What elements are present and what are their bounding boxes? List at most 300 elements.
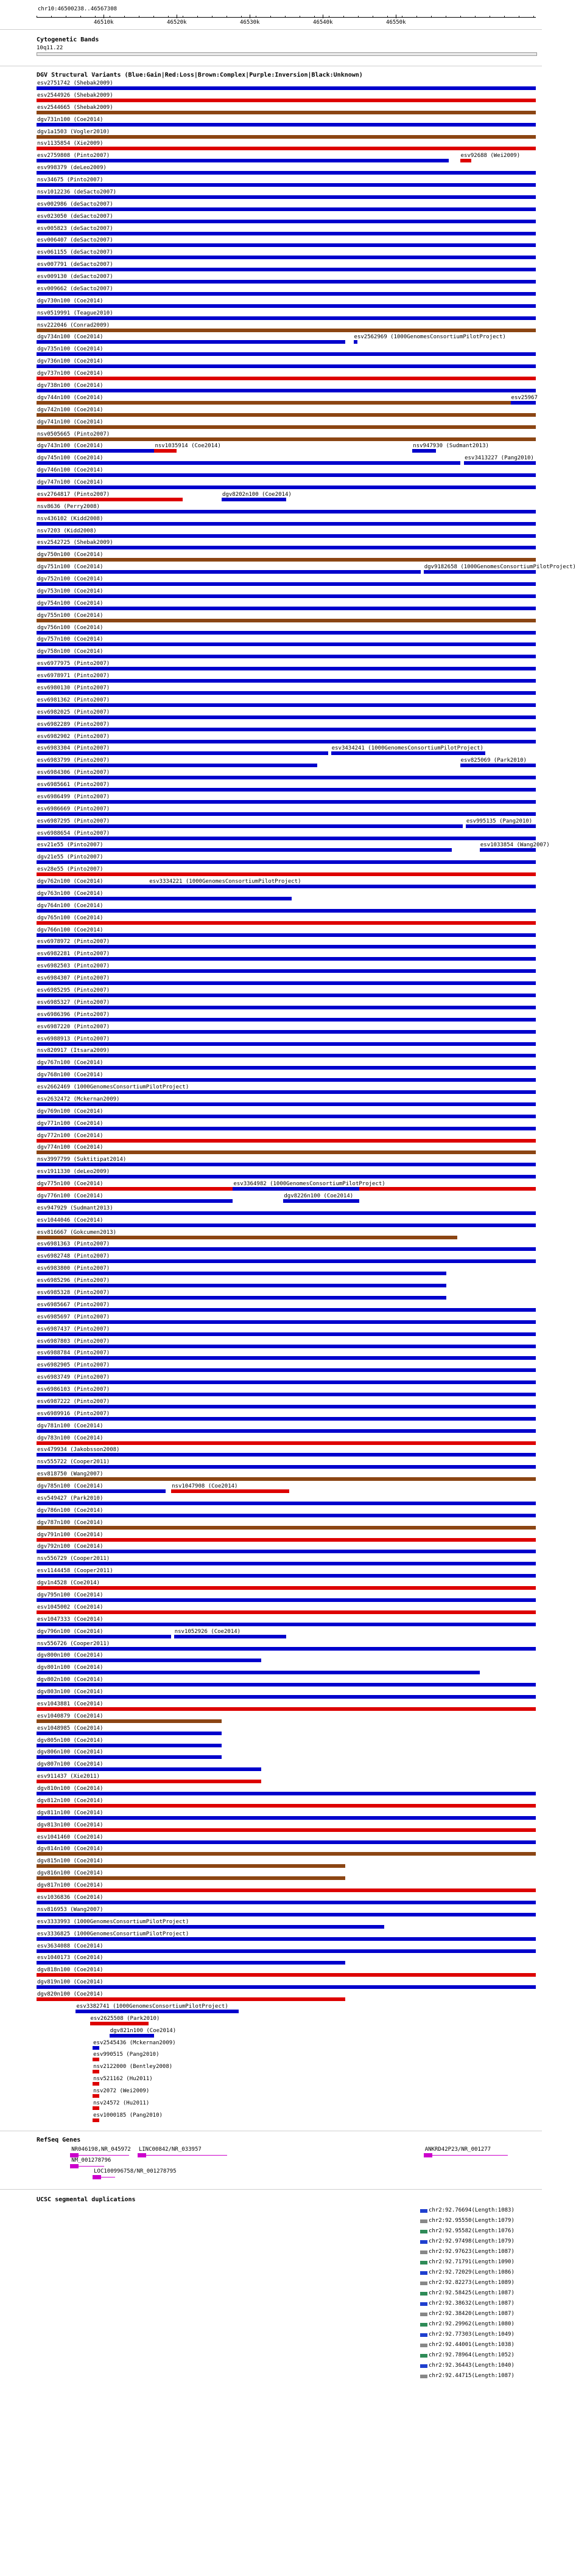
dgv-row-label: dgv736n100 (Coe2014)	[37, 358, 104, 365]
dgv-variant-bar	[37, 352, 536, 356]
dgv-row-label: dgv753n100 (Coe2014)	[37, 588, 104, 594]
segdup-bar	[420, 2230, 427, 2233]
dgv-variant-bar	[37, 316, 536, 320]
cytoband-separator	[0, 29, 542, 30]
dgv-variant-bar	[37, 510, 536, 513]
dgv-row-label: dgv806n100 (Coe2014)	[37, 1749, 104, 1756]
dgv-row-label: dgv738n100 (Coe2014)	[37, 383, 104, 389]
dgv-variant-bar	[37, 1828, 536, 1832]
dgv-row-label: nsv3997799 (Suktitipat2014)	[37, 1157, 127, 1163]
dgv-variant-bar	[37, 1453, 536, 1457]
dgv-variant-bar	[37, 1840, 536, 1844]
dgv-row-label: esv6986669 (Pinto2007)	[37, 806, 110, 812]
dgv-row-label: esv6982503 (Pinto2007)	[37, 963, 110, 970]
dgv-extra-bar	[283, 1199, 359, 1203]
dgv-variant-bar	[37, 679, 536, 683]
dgv-row-label: dgv1a1503 (Vogler2010)	[37, 128, 110, 135]
dgv-row-label: nsv8636 (Perry2008)	[37, 503, 100, 510]
ruler-minor-tick	[270, 16, 271, 17]
dgv-row-label: dgv768n100 (Coe2014)	[37, 1072, 104, 1079]
ruler-minor-tick	[95, 16, 96, 17]
segdup-label: chr2:92.38420(Length:1087)	[429, 2310, 515, 2317]
ruler-minor-tick	[124, 16, 125, 17]
dgv-variant-bar	[37, 1380, 536, 1384]
dgv-row-label: dgv744n100 (Coe2014)	[37, 394, 104, 401]
dgv-variant-bar	[37, 1042, 536, 1046]
dgv-row-label: esv2625508 (Park2010)	[90, 2015, 160, 2022]
dgv-row-label: esv1048985 (Coe2014)	[37, 1725, 104, 1732]
ruler-tick-label: 46520k	[167, 19, 187, 26]
dgv-row-label: dgv814n100 (Coe2014)	[37, 1846, 104, 1853]
dgv-row-label: esv1036836 (Coe2014)	[37, 1895, 104, 1901]
refseq-gene-exon	[93, 2175, 101, 2179]
dgv-variant-bar	[37, 631, 536, 635]
segdup-label: chr2:92.95582(Length:1076)	[429, 2227, 515, 2234]
dgv-variant-bar	[76, 2010, 238, 2013]
dgv-variant-bar	[37, 473, 536, 477]
ruler-minor-tick	[416, 16, 417, 17]
dgv-variant-bar	[37, 776, 536, 779]
dgv-row-label: esv6982902 (Pinto2007)	[37, 733, 110, 740]
dgv-row-label: dgv743n100 (Coe2014)	[37, 443, 104, 450]
refseq-gene-label: LOC100996758/NR_001278795	[94, 2168, 177, 2174]
dgv-variant-bar	[110, 2034, 155, 2038]
dgv-row-label: dgv772n100 (Coe2014)	[37, 1132, 104, 1139]
dgv-row-label: esv947929 (Sudmant2013)	[37, 1205, 113, 1211]
dgv-variant-bar	[37, 1876, 345, 1880]
ruler-minor-tick	[168, 16, 169, 17]
dgv-extra-bar	[464, 461, 536, 465]
dgv-variant-bar	[37, 728, 536, 731]
dgv-variant-bar	[37, 1332, 536, 1336]
dgv-variant-bar	[37, 1139, 536, 1143]
dgv-variant-bar	[37, 546, 536, 549]
segdup-bar	[420, 2323, 427, 2327]
dgv-row-label: dgv754n100 (Coe2014)	[37, 600, 104, 607]
dgv-variant-bar	[37, 1224, 536, 1227]
dgv-variant-bar	[37, 498, 183, 501]
dgv-variant-bar	[37, 1284, 446, 1287]
dgv-variant-bar	[37, 522, 536, 526]
dgv-variant-bar	[37, 1502, 536, 1505]
dgv-variant-bar	[37, 1671, 480, 1674]
refseq-gene-label: NR046198,NR_045972	[71, 2146, 131, 2153]
dgv-row-label: esv005823 (deSacto2007)	[37, 225, 113, 232]
dgv-extra-bar	[149, 885, 306, 888]
dgv-row-label: esv1040879 (Coe2014)	[37, 1713, 104, 1719]
dgv-variant-bar	[37, 461, 460, 465]
dgv-row-label: esv2751742 (Shebak2009)	[37, 80, 113, 86]
dgv-extra-label: esv1033854 (Wang2007)	[480, 842, 550, 849]
dgv-row-label: esv6983800 (Pinto2007)	[37, 1265, 110, 1272]
segdup-label: chr2:92.36443(Length:1040)	[429, 2362, 515, 2369]
dgv-extra-label: nsv947930 (Sudmant2013)	[413, 443, 489, 450]
dgv-variant-bar	[37, 268, 536, 271]
dgv-row-label: nsv816953 (Wang2007)	[37, 1906, 104, 1913]
segdup-label: chr2:92.97623(Length:1087)	[429, 2248, 515, 2255]
dgv-row-label: esv818750 (Wang2007)	[37, 1471, 104, 1478]
dgv-variant-bar	[37, 764, 317, 767]
dgv-row-label: esv6987295 (Pinto2007)	[37, 818, 110, 824]
dgv-row-label: dgv791n100 (Coe2014)	[37, 1531, 104, 1538]
refseq-gene-intron	[138, 2155, 227, 2156]
segdup-title: UCSC segmental duplications	[37, 2196, 136, 2203]
dgv-variant-bar	[37, 1030, 536, 1034]
dgv-extra-bar	[331, 751, 485, 755]
dgv-row-label: esv1045002 (Coe2014)	[37, 1604, 104, 1610]
dgv-variant-bar	[37, 788, 536, 792]
dgv-variant-bar	[37, 667, 536, 670]
dgv-row-label: esv6984306 (Pinto2007)	[37, 770, 110, 776]
dgv-row-label: esv3382741 (1000GenomesConsortiumPilotProject)	[76, 2003, 228, 2010]
dgv-extra-bar	[154, 449, 177, 453]
dgv-row-label: esv3336825 (1000GenomesConsortiumPilotProject)	[37, 1930, 189, 1937]
dgv-row-label: dgv792n100 (Coe2014)	[37, 1544, 104, 1550]
dgv-row-label: esv549427 (Park2010)	[37, 1495, 104, 1502]
dgv-row-label: esv6985661 (Pinto2007)	[37, 782, 110, 788]
ruler-tick-label: 46510k	[94, 19, 114, 26]
ruler-minor-tick	[241, 16, 242, 17]
dgv-row-label: nsv555722 (Cooper2011)	[37, 1459, 110, 1466]
dgv-row-label: esv6981362 (Pinto2007)	[37, 697, 110, 703]
dgv-variant-bar	[37, 1755, 222, 1759]
dgv-variant-bar	[37, 1526, 536, 1530]
dgv-row-label: esv1144458 (Cooper2011)	[37, 1568, 113, 1575]
refseq-gene-label: ANKRD42P23/NR_001277	[424, 2146, 491, 2153]
dgv-variant-bar	[37, 1683, 536, 1687]
segdup-bar	[420, 2261, 427, 2264]
dgv-row-label: esv6985327 (Pinto2007)	[37, 999, 110, 1006]
dgv-variant-bar	[37, 1477, 536, 1481]
dgv-row-label: esv6982025 (Pinto2007)	[37, 709, 110, 715]
dgv-variant-bar	[93, 2058, 99, 2061]
dgv-row-label: dgv802n100 (Coe2014)	[37, 1677, 104, 1683]
dgv-row-label: nsv7203 (Kidd2008)	[37, 527, 97, 534]
dgv-variant-bar	[37, 1598, 536, 1602]
refseq-gene-exon	[70, 2164, 79, 2168]
dgv-row-label: nsv0505665 (Pinto2007)	[37, 431, 110, 437]
dgv-variant-bar	[37, 1272, 446, 1275]
dgv-variant-bar	[37, 1405, 536, 1408]
dgv-row-label: nsv0519991 (Teague2010)	[37, 310, 113, 316]
dgv-row-label: dgv781n100 (Coe2014)	[37, 1422, 104, 1429]
dgv-variant-bar	[37, 86, 536, 90]
dgv-variant-bar	[37, 232, 536, 235]
dgv-row-label: dgv762n100 (Coe2014)	[37, 879, 104, 885]
dgv-row-label: dgv803n100 (Coe2014)	[37, 1689, 104, 1696]
dgv-variant-bar	[37, 1006, 536, 1009]
ruler-minor-tick	[460, 16, 461, 17]
dgv-row-label: dgv763n100 (Coe2014)	[37, 890, 104, 897]
dgv-variant-bar	[37, 909, 536, 913]
dgv-extra-bar	[460, 764, 536, 767]
cytoband-bar	[37, 52, 537, 56]
dgv-variant-bar	[37, 558, 536, 562]
dgv-row-label: esv2542725 (Shebak2009)	[37, 540, 113, 546]
dgv-variant-bar	[37, 933, 536, 937]
dgv-row-label: esv998379 (deLeo2009)	[37, 165, 107, 172]
dgv-row-label: dgv731n100 (Coe2014)	[37, 116, 104, 123]
dgv-variant-bar	[37, 1647, 536, 1651]
segdup-bar	[420, 2354, 427, 2358]
dgv-variant-bar	[37, 1538, 536, 1542]
dgv-variant-bar	[37, 594, 536, 598]
dgv-extra-label: esv3364982 (1000GenomesConsortiumPilotProject)	[233, 1181, 385, 1188]
dgv-row-label: dgv737n100 (Coe2014)	[37, 371, 104, 377]
dgv-row-label: esv6985697 (Pinto2007)	[37, 1314, 110, 1320]
dgv-row-label: esv3333993 (1000GenomesConsortiumPilotProject)	[37, 1918, 189, 1925]
dgv-variant-bar	[37, 1393, 536, 1396]
dgv-row-label: dgv819n100 (Coe2014)	[37, 1979, 104, 1986]
dgv-row-label: esv009130 (deSacto2007)	[37, 274, 113, 280]
dgv-variant-bar	[37, 1901, 536, 1904]
dgv-variant-bar	[37, 607, 536, 610]
dgv-row-label: esv009662 (deSacto2007)	[37, 285, 113, 292]
dgv-row-label: dgv775n100 (Coe2014)	[37, 1181, 104, 1188]
refseq-gene-intron	[70, 2155, 129, 2156]
dgv-extra-label: esv995135 (Pang2010)	[466, 818, 533, 824]
dgv-variant-bar	[37, 1102, 536, 1106]
dgv-variant-bar	[37, 981, 536, 985]
dgv-variant-bar	[37, 401, 536, 405]
dgv-row-label: esv479934 (Jakobsson2008)	[37, 1447, 120, 1453]
dgv-variant-bar	[37, 1066, 536, 1070]
segdup-label: chr2:92.76694(Length:1083)	[429, 2207, 515, 2213]
segdup-bar	[420, 2282, 427, 2285]
dgv-variant-bar	[37, 582, 536, 586]
dgv-row-label: nsv1012236 (deSacto2007)	[37, 189, 117, 195]
dgv-row-label: esv6986499 (Pinto2007)	[37, 793, 110, 800]
ruler-minor-tick	[504, 16, 505, 17]
dgv-row-label: esv6977975 (Pinto2007)	[37, 661, 110, 667]
dgv-variant-bar	[37, 1345, 536, 1348]
dgv-extra-bar	[171, 1489, 289, 1493]
dgv-extra-label: nsv1047908 (Coe2014)	[172, 1483, 238, 1490]
dgv-variant-bar	[37, 642, 536, 646]
segdup-label: chr2:92.44001(Length:1038)	[429, 2341, 515, 2348]
dgv-variant-bar	[37, 304, 536, 308]
dgv-variant-bar	[93, 2094, 99, 2098]
dgv-row-label: dgv735n100 (Coe2014)	[37, 346, 104, 353]
dgv-row-label: esv6988913 (Pinto2007)	[37, 1036, 110, 1042]
dgv-variant-bar	[37, 1247, 536, 1251]
dgv-row-label: esv6987803 (Pinto2007)	[37, 1338, 110, 1345]
dgv-variant-bar	[37, 570, 421, 574]
dgv-row-label: dgv766n100 (Coe2014)	[37, 927, 104, 933]
dgv-variant-bar	[37, 1368, 536, 1372]
dgv-row-label: nsv1135854 (Xie2009)	[37, 141, 104, 147]
dgv-variant-bar	[37, 1356, 536, 1360]
dgv-row-label: esv2662469 (1000GenomesConsortiumPilotProject)	[37, 1084, 189, 1091]
segdup-bar	[420, 2302, 427, 2306]
dgv-row-label: esv6981363 (Pinto2007)	[37, 1241, 110, 1248]
dgv-variant-bar	[93, 2046, 99, 2050]
dgv-row-label: esv6982748 (Pinto2007)	[37, 1253, 110, 1260]
dgv-row-label: nsv820917 (Itsara2009)	[37, 1048, 110, 1054]
dgv-row-label: esv1044046 (Coe2014)	[37, 1217, 104, 1224]
dgv-variant-bar	[37, 159, 449, 162]
segdup-label: chr2:92.82273(Length:1089)	[429, 2279, 515, 2286]
dgv-variant-bar	[37, 1465, 536, 1469]
segdup-label: chr2:92.29962(Length:1080)	[429, 2320, 515, 2327]
dgv-row-label: esv21e55 (Pinto2007)	[37, 842, 104, 849]
dgv-row-label: esv6985295 (Pinto2007)	[37, 987, 110, 994]
dgv-row-label: esv6978972 (Pinto2007)	[37, 939, 110, 945]
dgv-variant-bar	[37, 534, 536, 538]
ruler-tick-label: 46550k	[386, 19, 406, 26]
dgv-variant-bar	[37, 1997, 345, 2001]
dgv-row-label: esv1041460 (Coe2014)	[37, 1834, 104, 1840]
dgv-row-label: esv1043881 (Coe2014)	[37, 1701, 104, 1707]
ruler-minor-tick	[358, 16, 359, 17]
segdup-bar	[420, 2292, 427, 2296]
segdup-label: chr2:92.72029(Length:1086)	[429, 2269, 515, 2275]
dgv-variant-bar	[37, 389, 536, 392]
dgv-variant-bar	[37, 945, 536, 949]
dgv-variant-bar	[37, 243, 536, 247]
dgv-variant-bar	[37, 824, 463, 828]
dgv-row-label: dgv769n100 (Coe2014)	[37, 1108, 104, 1115]
segdup-bar	[420, 2313, 427, 2316]
dgv-variant-bar	[37, 1163, 536, 1166]
dgv-variant-bar	[37, 413, 536, 417]
dgv-variant-bar	[37, 195, 536, 199]
dgv-row-label: dgv795n100 (Coe2014)	[37, 1592, 104, 1598]
dgv-row-label: esv816667 (Gokcumen2013)	[37, 1229, 117, 1236]
dgv-variant-bar	[37, 183, 536, 187]
refseq-gene-exon	[138, 2153, 146, 2157]
dgv-extra-bar	[174, 1635, 286, 1638]
dgv-variant-bar	[37, 655, 536, 658]
segdup-bar	[420, 2333, 427, 2337]
dgv-variant-bar	[37, 1259, 536, 1263]
ruler-minor-tick	[285, 16, 286, 17]
dgv-variant-bar	[37, 256, 536, 259]
dgv-extra-bar	[222, 498, 286, 501]
segdup-label: chr2:92.97498(Length:1079)	[429, 2238, 515, 2244]
dgv-variant-bar	[37, 1441, 536, 1445]
dgv-variant-bar	[37, 1949, 536, 1953]
dgv-row-label: dgv742n100 (Coe2014)	[37, 406, 104, 413]
dgv-extra-label: esv3413227 (Pang2010)	[465, 455, 534, 462]
dgv-extra-label: dgv9182658 (1000GenomesConsortiumPilotProject)	[424, 564, 576, 571]
dgv-row-label: dgv756n100 (Coe2014)	[37, 624, 104, 631]
dgv-variant-bar	[37, 1719, 222, 1723]
segdup-label: chr2:92.58425(Length:1087)	[429, 2289, 515, 2296]
ruler-minor-tick	[343, 16, 344, 17]
dgv-row-label: esv2764817 (Pinto2007)	[37, 491, 110, 498]
segdup-label: chr2:92.38632(Length:1087)	[429, 2300, 515, 2306]
dgv-variant-bar	[37, 1888, 536, 1892]
dgv-extra-label: dgv8202n100 (Coe2014)	[222, 491, 292, 498]
dgv-variant-bar	[37, 111, 536, 114]
dgv-row-label: dgv821n100 (Coe2014)	[110, 2027, 177, 2034]
dgv-row-label: esv6988784 (Pinto2007)	[37, 1350, 110, 1357]
dgv-variant-bar	[37, 329, 536, 332]
position-label: chr10:46500238..46567308	[38, 6, 118, 12]
dgv-extra-label: esv92688 (Wei2009)	[460, 153, 521, 159]
dgv-variant-bar	[37, 1586, 536, 1590]
dgv-row-label: dgv820n100 (Coe2014)	[37, 1991, 104, 1998]
dgv-row-label: esv6983304 (Pinto2007)	[37, 745, 110, 752]
dgv-extra-bar	[412, 449, 436, 453]
refseq-title: RefSeq Genes	[37, 2136, 81, 2143]
dgv-variant-bar	[37, 691, 536, 695]
dgv-variant-bar	[37, 1610, 536, 1614]
dgv-row-label: esv6982289 (Pinto2007)	[37, 721, 110, 728]
dgv-row-label: esv6978971 (Pinto2007)	[37, 673, 110, 680]
dgv-variant-bar	[37, 1864, 345, 1868]
dgv-row-label: nsv436102 (Kidd2008)	[37, 515, 104, 522]
dgv-variant-bar	[37, 1732, 222, 1735]
dgv-row-label: dgv807n100 (Coe2014)	[37, 1761, 104, 1768]
dgv-variant-bar	[37, 1211, 536, 1215]
dgv-extra-label: esv3334221 (1000GenomesConsortiumPilotProject)	[149, 879, 301, 885]
dgv-variant-bar	[37, 1635, 171, 1638]
dgv-row-label: esv6987437 (Pinto2007)	[37, 1326, 110, 1332]
dgv-row-label: dgv21e55 (Pinto2007)	[37, 854, 104, 861]
dgv-row-label: dgv767n100 (Coe2014)	[37, 1060, 104, 1067]
dgv-extra-bar	[466, 824, 536, 828]
cytoband-title: Cytogenetic Bands	[37, 37, 99, 43]
dgv-variant-bar	[37, 1985, 536, 1989]
refseq-gene-label: NM_001278796	[71, 2157, 111, 2163]
dgv-row-label: esv6985328 (Pinto2007)	[37, 1290, 110, 1296]
dgv-row-label: esv6984307 (Pinto2007)	[37, 975, 110, 982]
dgv-variant-bar	[37, 377, 536, 380]
dgv-variant-bar	[37, 1308, 536, 1312]
dgv-variant-bar	[37, 897, 292, 900]
dgv-variant-bar	[37, 703, 536, 707]
dgv-variant-bar	[37, 969, 536, 973]
dgv-row-label: esv002986 (deSacto2007)	[37, 201, 113, 207]
segdup-label: chr2:92.78964(Length:1052)	[429, 2351, 515, 2358]
segdup-bar	[420, 2375, 427, 2378]
dgv-extra-bar	[354, 340, 357, 344]
dgv-variant-bar	[37, 486, 536, 489]
dgv-extra-label: esv3434241 (1000GenomesConsortiumPilotProject)	[331, 745, 483, 752]
dgv-variant-bar	[37, 1852, 536, 1856]
refseq-gene-intron	[424, 2155, 508, 2156]
dgv-row-label: esv6983799 (Pinto2007)	[37, 757, 110, 764]
dgv-variant-bar	[37, 837, 536, 840]
dgv-variant-bar	[37, 280, 536, 284]
dgv-row-label: esv990515 (Pang2010)	[93, 2052, 160, 2058]
dgv-row-label: dgv750n100 (Coe2014)	[37, 552, 104, 559]
dgv-variant-bar	[37, 848, 452, 852]
dgv-row-label: esv6986396 (Pinto2007)	[37, 1011, 110, 1018]
dgv-title: DGV Structural Variants (Blue:Gain|Red:Loss|Brown:Complex|Purple:Inversion|Black:Unknown)	[37, 72, 363, 78]
dgv-row-label: nsv2122000 (Bentley2008)	[93, 2064, 173, 2070]
dgv-variant-bar	[37, 364, 536, 368]
dgv-variant-bar	[37, 1296, 446, 1300]
dgv-row-label: esv2544926 (Shebak2009)	[37, 92, 113, 99]
dgv-variant-bar	[37, 1236, 457, 1239]
ruler-minor-tick	[475, 16, 476, 17]
dgv-row-label: nsv222046 (Conrad2009)	[37, 322, 110, 329]
dgv-row-label: dgv818n100 (Coe2014)	[37, 1967, 104, 1974]
ruler-minor-tick	[387, 16, 388, 17]
dgv-row-label: dgv1n4528 (Coe2014)	[37, 1580, 100, 1587]
dgv-row-label: nsv24572 (Hu2011)	[93, 2100, 150, 2106]
segdup-bar	[420, 2219, 427, 2223]
dgv-row-label: dgv810n100 (Coe2014)	[37, 1786, 104, 1792]
dgv-variant-bar	[37, 147, 536, 150]
segdup-bar	[420, 2209, 427, 2213]
segdup-label: chr2:92.95550(Length:1079)	[429, 2217, 515, 2224]
dgv-variant-bar	[37, 449, 154, 453]
dgv-variant-bar	[37, 1623, 536, 1626]
